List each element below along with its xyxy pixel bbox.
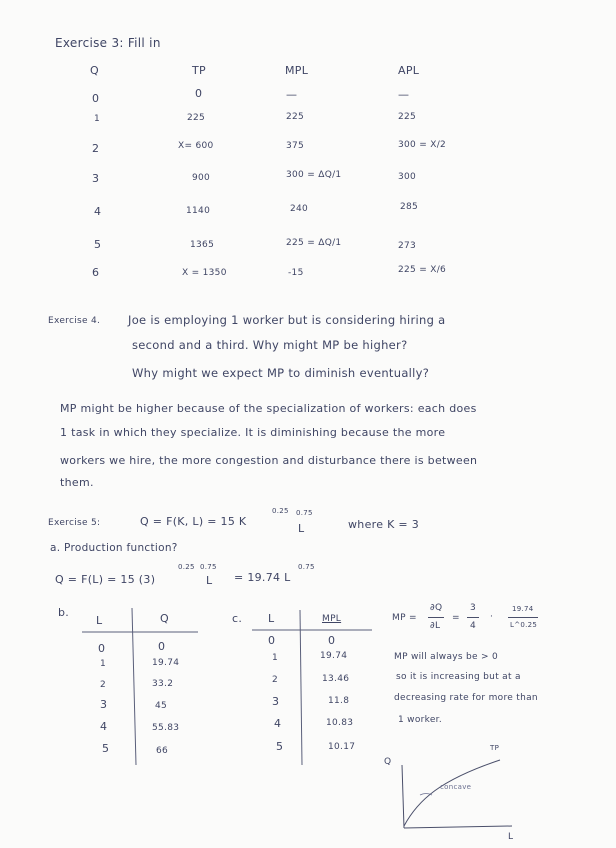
ex3-header-q: Q	[90, 64, 99, 77]
table-b-row-l: 2	[100, 680, 107, 690]
ex5-l-exponent: 0.75	[296, 509, 313, 517]
ex3-row-ap: 285	[400, 202, 419, 212]
mp-formula-dot: ·	[490, 612, 494, 622]
table-b-row-q: 55.83	[152, 723, 180, 733]
ex3-row-mp: 375	[286, 141, 305, 151]
ex5-part-b-label: b.	[58, 606, 70, 619]
table-c-row-mp: 19.74	[320, 651, 348, 661]
table-b-row-q: 45	[155, 701, 168, 711]
ex5-part-a-exp: 0.25	[178, 563, 195, 571]
table-c-row-l: 3	[272, 695, 280, 708]
ex3-row-q: 4	[94, 205, 102, 218]
ex4-answer-line: them.	[60, 476, 94, 489]
mp-formula-equals: =	[452, 613, 460, 623]
ex3-row-tp: 900	[192, 173, 211, 183]
ex3-row-tp: 225	[187, 113, 206, 123]
table-c-header-mpl: MPL	[322, 614, 342, 624]
exercise-5-label: Exercise 5:	[48, 518, 101, 528]
table-b-header-l: L	[96, 614, 103, 627]
ex3-row-mp: —	[286, 88, 298, 101]
ex3-row-ap: 273	[398, 241, 417, 251]
ex4-answer-line: 1 task in which they specialize. It is diminishing because the more	[60, 426, 446, 439]
table-c-row-l: 1	[272, 653, 279, 663]
table-c-row-l: 5	[276, 740, 284, 753]
ex3-row-ap: —	[398, 88, 410, 101]
ex3-row-q: 3	[92, 172, 100, 185]
table-b-row-l: 0	[98, 642, 106, 655]
table-c-column-rule	[300, 610, 302, 765]
table-c-row-mp: 10.17	[328, 742, 356, 752]
exercise-3-title: Exercise 3: Fill in	[55, 36, 161, 50]
table-b-row-q: 33.2	[152, 679, 174, 689]
mp-note-line: decreasing rate for more than	[394, 693, 538, 703]
mp-formula-f1-bar	[428, 617, 444, 618]
table-b-row-l: 1	[100, 659, 107, 669]
ex3-row-mp: 225 = ΔQ/1	[286, 238, 342, 248]
table-c-row-l: 2	[272, 675, 279, 685]
ex3-row-q: 1	[94, 114, 101, 124]
ex4-question-line: second and a third. Why might MP be higher?	[132, 338, 408, 352]
mp-formula-f2-denominator: 4	[470, 621, 477, 631]
ex3-row-ap: 300 = X/2	[398, 140, 447, 150]
graph-tp-curve	[404, 760, 500, 826]
ex5-part-a-result: = 19.74 L	[234, 571, 291, 584]
mp-formula-lhs: MP =	[392, 613, 417, 623]
table-c-row-l: 0	[268, 634, 276, 647]
ex3-row-mp: 225	[286, 112, 305, 122]
ex4-question-line: Joe is employing 1 worker but is considering hiring a	[128, 313, 446, 327]
table-c-row-mp: 11.8	[328, 696, 350, 706]
ex3-row-mp: -15	[288, 268, 304, 278]
mp-formula-f1-denominator: ∂L	[430, 621, 441, 631]
graph-y-axis-label: Q	[384, 757, 392, 767]
mp-formula-f3-denominator: L^0.25	[510, 621, 538, 629]
table-b-row-l: 5	[102, 742, 110, 755]
ex5-production-formula: Q = F(K, L) = 15 K	[140, 515, 247, 528]
ex3-row-q: 0	[92, 92, 100, 105]
table-b-row-q: 66	[156, 746, 169, 756]
graph-y-axis	[402, 765, 404, 828]
ex4-question-line: Why might we expect MP to diminish eventually?	[132, 366, 430, 380]
table-c-row-mp: 13.46	[322, 674, 350, 684]
ex3-row-tp: X = 1350	[182, 268, 227, 278]
ex5-k-exponent: 0.25	[272, 507, 289, 515]
ex3-row-mp: 240	[290, 204, 309, 214]
graph-x-axis	[404, 826, 512, 828]
graph-x-axis-label: L	[508, 832, 514, 842]
table-b-row-l: 4	[100, 720, 108, 733]
ex3-row-tp: 0	[195, 87, 203, 100]
ex3-row-q: 6	[92, 266, 100, 279]
ex5-where-k: where K = 3	[348, 518, 420, 531]
ex3-header-tp: TP	[192, 64, 206, 77]
table-b-row-q: 19.74	[152, 658, 180, 668]
ex4-answer-line: workers we hire, the more congestion and disturbance there is between	[60, 454, 478, 467]
table-c-row-mp: 10.83	[326, 718, 354, 728]
table-c-row-l: 4	[274, 717, 282, 730]
ex5-l-symbol: L	[298, 522, 305, 535]
table-b-header-q: Q	[160, 612, 169, 625]
mp-formula-f2-numerator: 3	[470, 603, 477, 613]
ex3-row-q: 5	[94, 238, 102, 251]
ex5-part-a-exp: 0.75	[298, 563, 315, 571]
graph-annotation: concave	[440, 783, 472, 791]
ex5-part-a-exp: 0.75	[200, 563, 217, 571]
graph-curve-label: TP	[490, 744, 500, 752]
ex3-row-mp: 300 = ΔQ/1	[286, 170, 342, 180]
ex3-row-ap: 225	[398, 112, 417, 122]
table-b-row-l: 3	[100, 698, 108, 711]
ex5-part-a-formula: Q = F(L) = 15 (3)	[55, 573, 156, 586]
table-c-header-l: L	[268, 612, 275, 625]
ex3-row-q: 2	[92, 142, 100, 155]
ex3-row-ap: 300	[398, 172, 417, 182]
ex5-part-a-label: a. Production function?	[50, 542, 178, 554]
ex3-row-tp: X= 600	[178, 141, 214, 151]
mp-formula-f3-numerator: 19.74	[512, 605, 534, 613]
mp-formula-f1-numerator: ∂Q	[430, 603, 443, 613]
mp-note-line: MP will always be > 0	[394, 652, 499, 662]
mp-note-line: so it is increasing but at a	[396, 672, 521, 682]
exercise-4-label: Exercise 4.	[48, 316, 101, 326]
ex3-header-mpl: MPL	[285, 64, 309, 77]
ex5-part-c-label: c.	[232, 612, 243, 625]
ex4-answer-line: MP might be higher because of the specialization of workers: each does	[60, 402, 477, 415]
ex3-row-tp: 1365	[190, 240, 215, 250]
mp-formula-f3-bar	[508, 617, 538, 618]
mp-formula-f2-bar	[467, 617, 479, 618]
mp-note-line: 1 worker.	[398, 715, 443, 725]
ex3-row-tp: 1140	[186, 206, 211, 216]
table-b-row-q: 0	[158, 640, 166, 653]
ex3-row-ap: 225 = X/6	[398, 265, 447, 275]
ex5-part-a-l: L	[206, 574, 213, 587]
table-c-row-mp: 0	[328, 634, 336, 647]
ex3-header-apl: APL	[398, 64, 420, 77]
